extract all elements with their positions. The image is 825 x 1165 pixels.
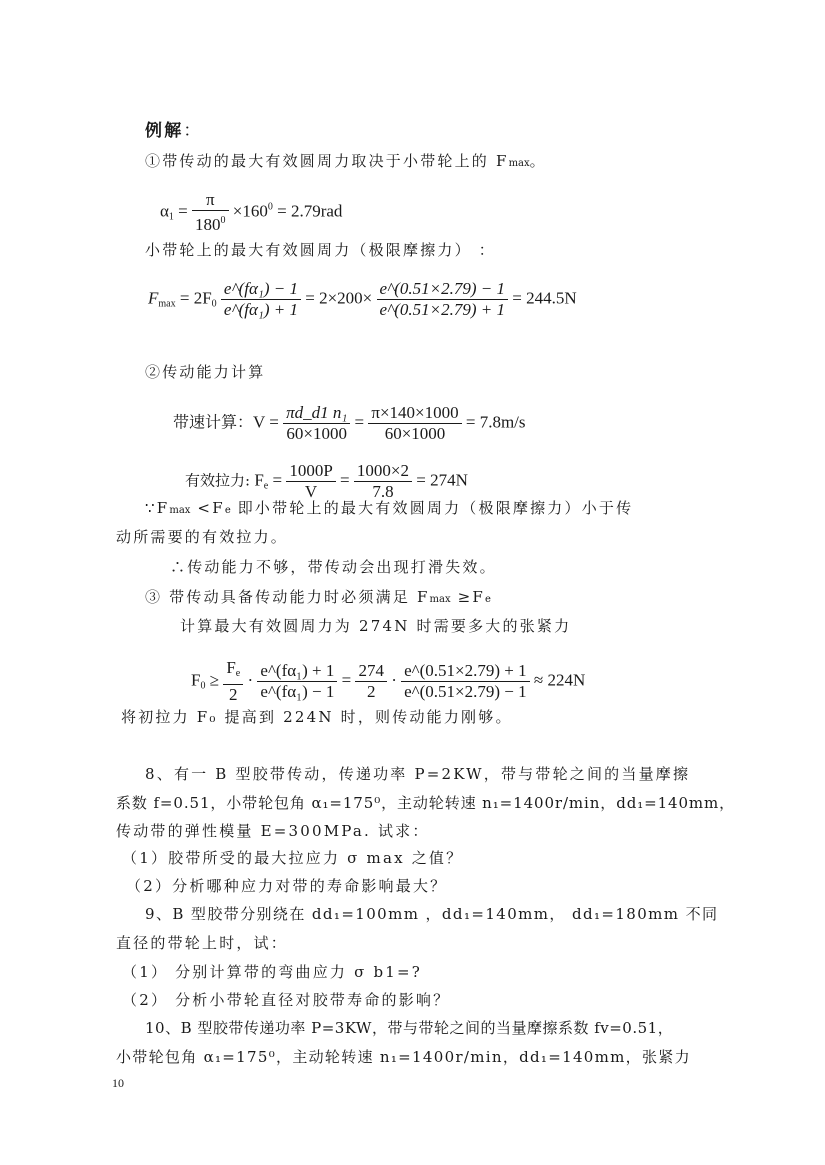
f0-den4: e^(0.51×2.79) − 1 [404,682,527,701]
s3-sub2: e [485,594,491,605]
fmax-eq1: = 2F [175,288,212,308]
line-therefore: ∴传动能力不够，带传动会出现打滑失效。 [170,558,497,576]
v-den2: 60×1000 [384,424,446,443]
v-fraction-2 [368,403,461,444]
f0-fraction-2 [257,661,337,702]
line-1-end: 。 [529,152,547,170]
v-eq: = [354,412,369,432]
q8-line-1: 8、有一 B 型胶带传动，传递功率 P=2KW，带与带轮之间的当量摩擦 [145,765,691,783]
v-num2: π×140×1000 [368,403,461,424]
line-1-text: ①带传动的最大有效圆周力取决于小带轮上的 F [145,152,509,170]
line-because-cont: 动所需要的有效拉力。 [116,528,289,546]
f0-dot-2: · [391,670,402,690]
formula-fmax [148,279,577,320]
fe-result: = 274N [416,470,468,490]
f0-den2: e^(fα₁) − 1 [260,682,335,701]
fmax-result: = 244.5N [512,288,577,308]
f0-num3: 274 [355,661,387,682]
force-label: 有效拉力: [185,471,251,490]
f0-num4: e^(0.51×2.79) + 1 [401,661,530,682]
f0-num1 [223,658,243,685]
alpha-symbol: α [160,201,169,221]
q10-line-2: 小带轮包角 α₁=175⁰，主动轮转速 n₁=1400r/min，dd₁=140mm，张紧力 [116,1048,691,1066]
line-conclusion: 将初拉力 F₀ 提高到 224N 时，则传动能力刚够。 [121,708,513,726]
heading: 例解 [145,121,184,141]
q9-part-2: （2） 分析小带轮直径对胶带寿命的影响？ [122,991,451,1009]
fe-den1: V [304,482,318,501]
s3-sub: max [429,594,451,605]
f0-eq: = [341,670,356,690]
fe-eq: = [268,470,287,490]
alpha-result: = 2.79rad [272,201,343,221]
alpha-den-sup: 0 [220,215,226,226]
v-result: = 7.8m/s [465,412,526,432]
f0-den1: 2 [229,685,238,704]
v-num1: πd_d1 n₁ [283,403,350,424]
fmax-num2: e^(0.51×2.79) − 1 [377,279,508,300]
f0-ge: ≥ [205,670,224,690]
f0-fraction-1 [223,658,243,705]
f0-sub: 0 [200,680,206,692]
alpha-rest-sup: 0 [267,201,273,213]
f0-symbol: F [191,670,201,690]
q8-part-2: （2）分析哪种应力对带的寿命影响最大？ [126,877,448,895]
line-because [145,498,633,521]
fe-symbol: F [254,470,264,490]
page-number: 10 [112,1076,124,1090]
f0-num1-val: F [226,658,236,677]
speed-label: 带速计算： [173,412,254,432]
fe-fraction-2 [354,461,412,502]
s3-b: ≥F [450,588,485,606]
alpha-eq: = [173,201,193,221]
alpha-den-val: 180 [195,215,221,234]
fe-fraction-1 [286,461,335,502]
fmax-eq2: = 2×200× [305,288,373,308]
f0-num2: e^(fα₁) + 1 [257,661,337,682]
f0-num1-sub: e [235,668,241,679]
q8-line-3: 传动带的弹性模量 E=300MPa. 试求： [116,822,430,840]
fe-num1: 1000P [286,461,335,482]
formula-effective-force [185,461,468,502]
fe-num2: 1000×2 [354,461,412,482]
line-section-2: ②传动能力计算 [145,363,266,381]
v-fraction-1 [283,403,350,444]
q9-line-2: 直径的带轮上时，试： [116,934,289,952]
fe-den2: 7.8 [372,482,394,501]
line-1 [145,151,547,174]
f0-result: ≈ 224N [533,670,586,690]
heading-line [145,121,203,141]
because-b: <F [190,499,225,517]
formula-f0 [191,658,585,705]
f0-den3: 2 [366,682,376,701]
alpha-num: π [192,190,229,211]
line-section-3b: 计算最大有效圆周力为 274N 时需要多大的张紧力 [180,617,572,635]
v-den1: 60×1000 [286,424,347,443]
f0-fraction-3 [355,661,387,702]
q9-line-1: 9、B 型胶带分别绕在 dd₁=100mm ，dd₁=140mm， dd₁=180mm 不同 [145,905,719,923]
fmax-den2: e^(0.51×2.79) + 1 [379,300,505,319]
because-c: 即小带轮上的最大有效圆周力（极限摩擦力）小于传 [230,499,634,517]
fmax-num1: e^(fα₁) − 1 [221,279,301,300]
s3-a: ③ 带传动具备传动能力时必须满足 F [145,588,430,606]
line-section-3 [145,587,491,610]
because-sub2: e [224,505,231,516]
formula-speed [173,403,526,444]
q8-line-2: 系数 f=0.51，小带轮包角 α₁=175⁰，主动轮转速 n₁=1400r/min，dd₁=140mm， [116,794,736,812]
alpha-den [192,211,229,235]
fmax-fraction-2 [377,279,508,320]
line-1-sub: max [508,158,530,169]
heading-colon: ： [183,121,203,141]
fe-eq-2: = [340,470,354,490]
q10-line-1: 10、B 型胶带传递功率 P=3KW，带与带轮之间的当量摩擦系数 fv=0.51， [145,1019,674,1037]
fmax-sub: max [158,298,176,310]
fe-sub: e [263,480,269,492]
fmax-symbol: F [148,288,159,308]
fmax-den1: e^(fα₁) + 1 [223,300,298,319]
alpha-fraction [192,190,229,235]
because-sub1: max [169,505,191,516]
q9-part-1: （1） 分别计算带的弯曲应力 σ b1=? [122,963,423,981]
f0-dot: · [247,670,258,690]
line-small-pulley: 小带轮上的最大有效圆周力（极限摩擦力） ： [145,241,496,259]
alpha-rest: ×160 [232,201,268,221]
q8-part-1: （1）胶带所受的最大拉应力 σ max 之值？ [122,849,464,867]
alpha-sub: 1 [168,211,174,223]
fmax-fraction-1 [221,279,301,320]
fmax-eq1-sub: 0 [211,298,217,310]
formula-alpha [160,190,342,235]
v-lhs: V = [253,412,284,432]
because-a: ∵F [145,499,170,517]
f0-fraction-4 [401,661,530,702]
